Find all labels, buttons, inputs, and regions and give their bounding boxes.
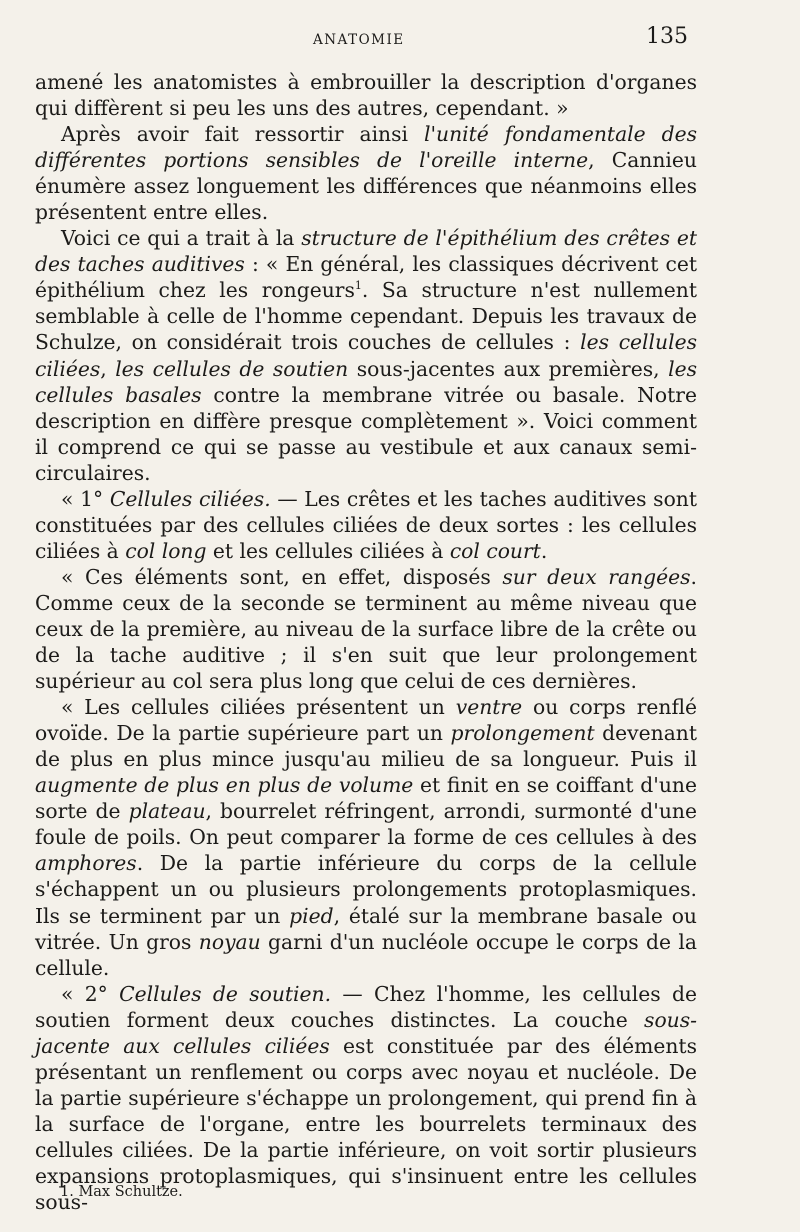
italic-text: noyau	[198, 929, 261, 954]
italic-text: sous-jacente aux cellules ciliées	[35, 1007, 697, 1058]
text-run: contre la membrane vitrée ou basale. Notre description en diffère presque complètement ». Voici comment il comprend ce qui se passe au vestibule et aux canaux semi-circulaires.	[35, 382, 697, 485]
page-header	[0, 24, 800, 58]
footnote: 1. Max Schultze.	[60, 1184, 183, 1200]
page-number: 135	[646, 24, 688, 49]
italic-text: structure de l'épithélium des crêtes et des taches auditives	[35, 226, 698, 277]
text-run: garni d'un nucléole occupe le corps de la cellule.	[35, 929, 697, 980]
text-run: et les cellules ciliées à	[206, 538, 450, 563]
text-run: . Sa structure n'est nullement semblable à celle de l'homme cependant. Depuis les travaux de Schulze, on considérait trois couches de cellules :	[35, 278, 697, 355]
running-head: ANATOMIE	[313, 32, 405, 48]
italic-text: les cellules basales	[35, 356, 697, 407]
text-run: sous-jacentes aux premières,	[348, 356, 669, 381]
italic-text: plateau	[128, 799, 206, 824]
italic-text: les cellules de soutien	[115, 356, 349, 381]
text-run: amené les anatomistes à embrouiller la description d'organes qui diffèrent si peu les uns des autres, cependant. »	[35, 70, 697, 121]
body-text	[35, 69, 697, 1215]
italic-text: sur deux rangées	[502, 564, 691, 589]
italic-text: amphores	[35, 851, 137, 876]
text-run: , Cannieu énumère assez longuement les différences que néanmoins elles présentent entre elles.	[35, 148, 697, 225]
paragraph	[35, 225, 697, 485]
text-run: : « En général, les classiques décrivent cet épithélium chez les rongeurs	[35, 252, 697, 303]
paragraph	[35, 981, 697, 1215]
text-run: . Comme ceux de la seconde se terminent au même niveau que ceux de la première, au niveau de la surface libre de la crête ou de la tache auditive ; il s'en suit que leur prolongement supérieur au col sera plus long que celui de ces dernières.	[35, 564, 697, 694]
text-run: « Ces éléments sont, en effet, disposés	[61, 564, 503, 589]
italic-text: pied	[289, 903, 334, 928]
text-run: « 1°	[61, 486, 110, 511]
paragraph	[35, 69, 697, 121]
paragraph	[35, 486, 697, 564]
italic-text: Cellules ciliées.	[109, 486, 271, 511]
text-run: — Chez l'homme, les cellules de soutien forment deux couches distinctes. La couche	[35, 981, 697, 1032]
text-run: .	[540, 538, 548, 563]
italic-text: prolongement	[450, 721, 595, 746]
text-run: est constituée par des éléments présentant un renflement ou corps avec noyau et nucléole. De la partie supérieure s'échappe un prolongement, qui prend fin à la surface de l'organe, entre les bourrelets terminaux des cellules ciliées. De la partie inférieure, on voit sortir plusieurs expansions protoplasmiques, qui s'insinuent entre les cellules sous-	[35, 1033, 697, 1215]
text-run: « 2°	[61, 981, 120, 1006]
text-run: Après avoir fait ressortir ainsi	[61, 122, 424, 147]
text-run: « Les cellules ciliées présentent un	[61, 695, 456, 720]
italic-text: col court	[449, 538, 541, 563]
paragraph	[35, 564, 697, 694]
italic-text: les cellules ciliées	[35, 330, 697, 381]
paragraph	[35, 121, 697, 225]
italic-text: l'unité fondamentale des différentes portions sensibles de l'oreille interne	[35, 122, 697, 173]
italic-text: augmente de plus en plus de volume	[35, 773, 414, 798]
text-run: Voici ce qui a trait à la	[61, 226, 302, 251]
text-run: , bourrelet réfringent, arrondi, surmonté d'une foule de poils. On peut comparer la forme de ces cellules à des	[35, 799, 697, 850]
italic-text: ventre	[455, 695, 523, 720]
text-run: . De la partie inférieure du corps de la cellule s'échappent un ou plusieurs prolongements protoplasmiques. Ils se terminent par un	[35, 851, 697, 928]
paragraph	[35, 694, 697, 981]
text-run: devenant de plus en plus mince jusqu'au milieu de sa longueur. Puis il	[35, 721, 697, 772]
italic-text: Cellules de soutien.	[119, 981, 332, 1006]
italic-text: col long	[125, 538, 207, 563]
text-run: et finit en se coiffant d'une sorte de	[35, 773, 697, 824]
text-run: ou corps renflé ovoïde. De la partie supérieure part un	[35, 695, 697, 746]
text-run: , étalé sur la membrane basale ou vitrée. Un gros	[35, 903, 697, 954]
text-run: — Les crêtes et les taches auditives sont constituées par des cellules ciliées de deux sortes : les cellules ciliées à	[35, 486, 697, 563]
footnote-ref: 1	[354, 279, 362, 293]
text-run: ,	[100, 356, 116, 381]
